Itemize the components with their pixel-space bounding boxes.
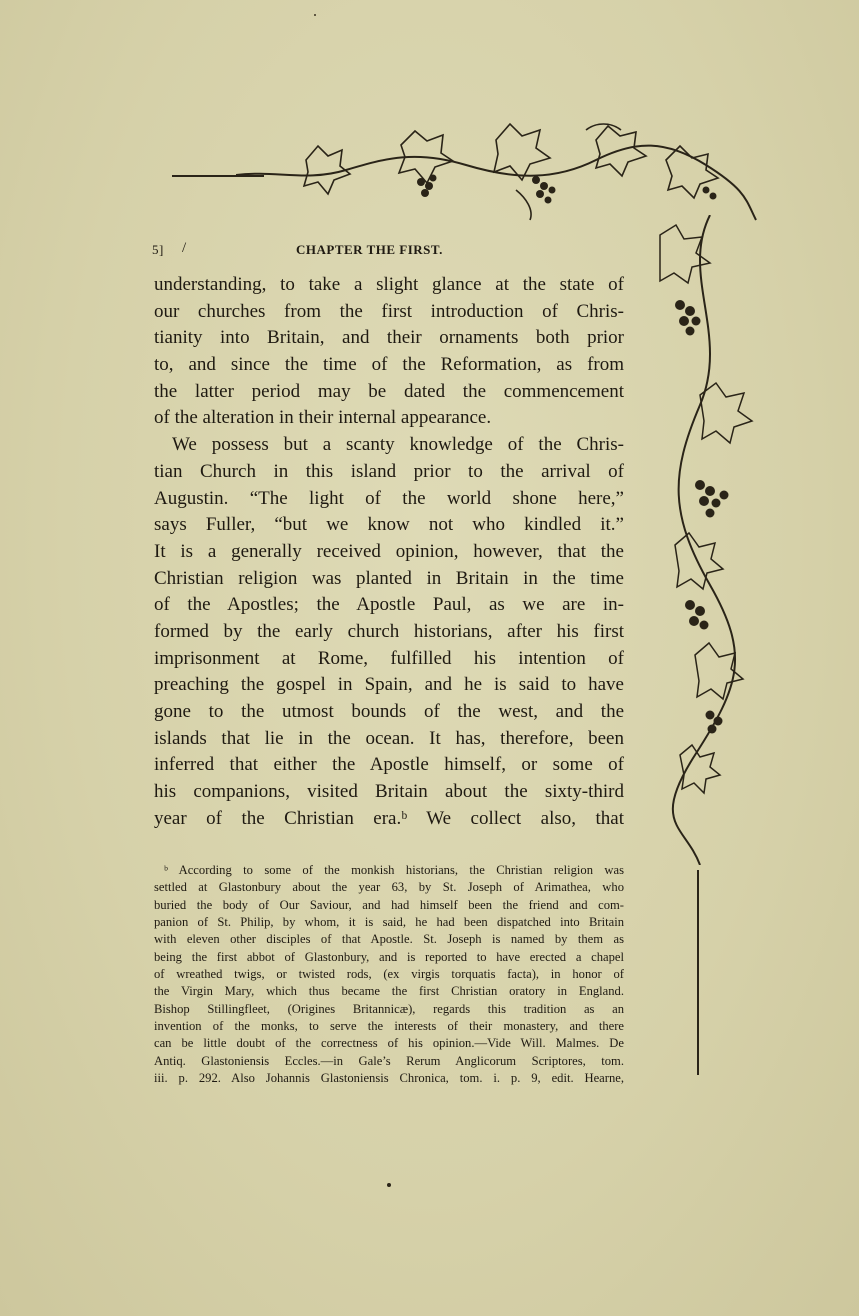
footnote-line: Bishop Stillingfleet, (Origines Britannicæ), regards this tradition as an	[154, 1001, 624, 1016]
text-line: says Fuller, “but we know not who kindled it.”	[154, 514, 624, 536]
grapevine-border-ornament-top	[236, 120, 760, 230]
text-line: to, and since the time of the Reformation, as from	[154, 354, 624, 376]
main-text	[154, 272, 624, 832]
running-head	[152, 242, 632, 264]
text-line: inferred that either the Apostle himself, or some of	[154, 754, 624, 776]
text-line: It is a generally received opinion, however, that the	[154, 540, 624, 562]
text-line: gone to the utmost bounds of the west, and the	[154, 701, 624, 722]
footnote-line: with eleven other disciples of that Apostle. St. Joseph is named by them as	[154, 932, 624, 947]
text-line: Christian religion was planted in Britain in the time	[154, 567, 624, 589]
text-line: understanding, to take a slight glance at the state of	[154, 274, 624, 295]
text-line: tian Church in this island prior to the arrival of	[154, 460, 624, 482]
text-line: imprisonment at Rome, fulfilled his intention of	[154, 647, 624, 669]
footnote-line: being the first abbot of Glastonbury, and is reported to have erected a chapel	[154, 949, 624, 964]
footnote-line: panion of St. Philip, by whom, it is said, he had been dispatched into Britain	[154, 915, 624, 930]
pencil-mark: /	[182, 240, 187, 256]
text-line: preaching the gospel in Spain, and he is said to have	[154, 674, 624, 696]
grapevine-border-ornament-side	[640, 215, 760, 865]
footnote-line: ᵇ According to some of the monkish historians, the Christian religion was	[164, 863, 624, 877]
text-line: tianity into Britain, and their ornaments both prior	[154, 327, 624, 349]
text-line: Augustin. “The light of the world shone here,”	[154, 487, 624, 509]
ink-speck	[387, 1183, 391, 1187]
text-line: year of the Christian era.ᵇ We collect also, that	[154, 807, 624, 829]
text-line: islands that lie in the ocean. It has, therefore, been	[154, 727, 624, 749]
text-line: his companions, visited Britain about the sixty-third	[154, 781, 624, 803]
ink-speck	[314, 14, 316, 16]
footnote-line: can be little doubt of the correctness of his opinion.—Vide Will. Malmes. De	[154, 1036, 624, 1051]
text-line: the latter period may be dated the commencement	[154, 380, 624, 402]
text-line: We possess but a scanty knowledge of the Chris-	[172, 434, 624, 456]
footnote-line: of wreathed twigs, or twisted rods, (ex virgis torquatis facta), in honor of	[154, 967, 624, 982]
footnote	[154, 862, 624, 1087]
footnote-line: iii. p. 292. Also Johannis Glastoniensis Chronica, tom. i. p. 9, edit. Hearne,	[154, 1071, 624, 1086]
text-line: our churches from the first introduction of Chris-	[154, 300, 624, 322]
text-line: of the Apostles; the Apostle Paul, as we are in-	[154, 594, 624, 616]
footnote-line: buried the body of Our Saviour, and had himself been the friend and com-	[154, 897, 624, 912]
footnote-line: Antiq. Glastoniensis Eccles.—in Gale’s Rerum Anglicorum Scriptores, tom.	[154, 1053, 624, 1068]
text-line: formed by the early church historians, after his first	[154, 620, 624, 642]
page-number: 5]	[152, 242, 164, 257]
text-line: of the alteration in their internal appearance.	[154, 407, 492, 429]
footnote-side-rule	[697, 870, 699, 1075]
footnote-line: invention of the monks, to serve the interests of their monastery, and there	[154, 1019, 624, 1034]
chapter-title: CHAPTER THE FIRST.	[296, 242, 443, 257]
footnote-line: settled at Glastonbury about the year 63, by St. Joseph of Arimathea, who	[154, 880, 624, 895]
footnote-line: the Virgin Mary, which thus became the first Christian oratory in England.	[154, 984, 624, 999]
